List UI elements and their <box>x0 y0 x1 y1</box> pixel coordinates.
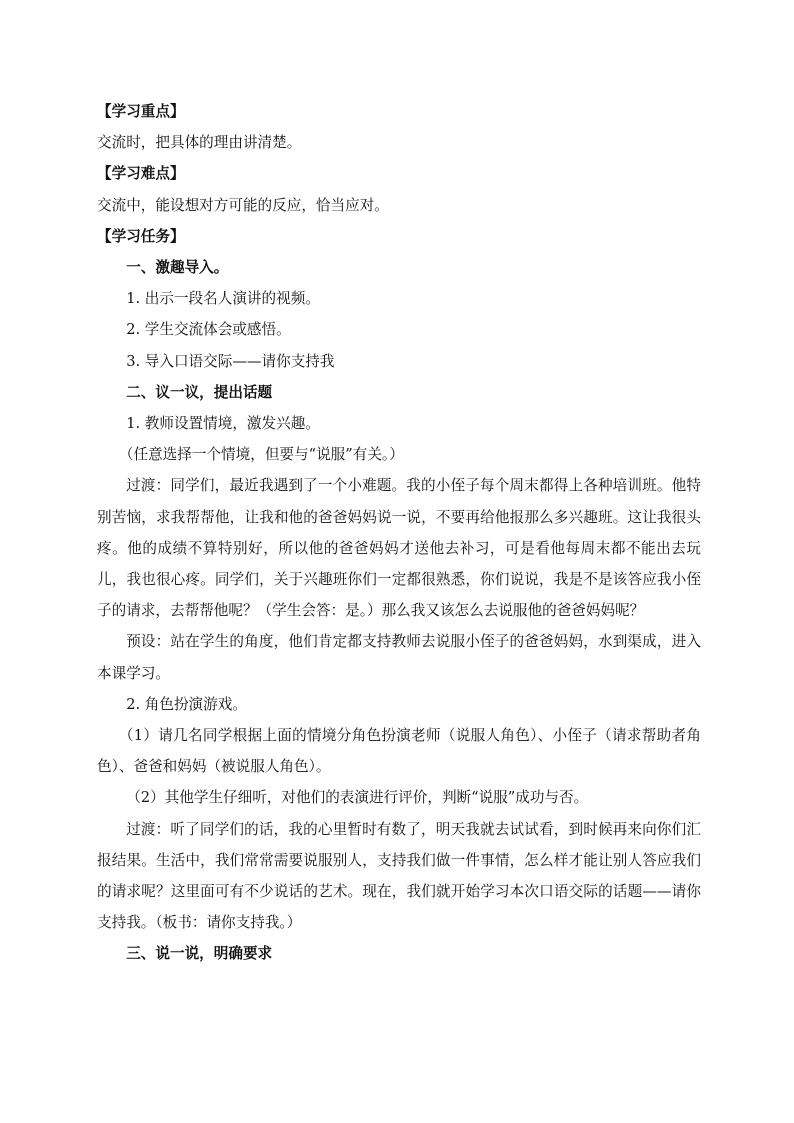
preset-paragraph: 预设：站在学生的角度，他们肯定都支持教师去说服小侄子的爸爸妈妈，水到渠成，进入本课学习。 <box>97 633 701 682</box>
section-3-title: 三、说一说，明确要求 <box>126 945 273 963</box>
roleplay-instruction-1: （1）请几名同学根据上面的情境分角色扮演老师（说服人角色）、小侄子（请求帮助者角色）、爸爸和妈妈（被说服人角色）。 <box>97 727 701 776</box>
difficulty-heading: 【学习难点】 <box>97 165 185 183</box>
transition-paragraph-1: 过渡：同学们，最近我遇到了一个小难题。我的小侄子每个周末都得上各种培训班。他特别苦恼，求我帮帮他，让我和他的爸爸妈妈说一说，不要再给他报那么多兴趣班。这让我很头疼。他的成绩不算特别好，所以他的爸爸妈妈才送他去补习，可是看他每周末都不能出去玩儿，我也很心疼。同学们，关于兴趣班你们一定都很熟悉，你们说说，我是不是该答应我小侄子的请求，去帮帮他呢？（学生会答：是。）那么我又该怎么去说服他的爸爸妈妈呢？ <box>97 477 701 620</box>
difficulty-text: 交流中，能设想对方可能的反应，恰当应对。 <box>97 196 389 214</box>
section-2-title: 二、议一议，提出话题 <box>126 383 273 401</box>
key-points-heading: 【学习重点】 <box>97 103 185 120</box>
section-1-item-3: 3. 导入口语交际——请你支持我 <box>126 352 335 370</box>
section-1-item-1: 1. 出示一段名人演讲的视频。 <box>126 290 320 308</box>
key-points-text: 交流时，把具体的理由讲清楚。 <box>97 134 302 152</box>
section-2-note: （任意选择一个情境，但要与“说服”有关。） <box>118 446 404 464</box>
section-1-item-2: 2. 学生交流体会或感悟。 <box>126 321 291 339</box>
tasks-heading: 【学习任务】 <box>97 227 185 245</box>
section-2-item-2: 2. 角色扮演游戏。 <box>126 695 247 713</box>
transition-paragraph-2: 过渡：听了同学们的话，我的心里暂时有数了，明天我就去试试看，到时候再来向你们汇报结果。生活中，我们常常需要说服别人，支持我们做一件事情，怎么样才能让别人答应我们的请求呢？这里面可有不少说话的艺术。现在，我们就开始学习本次口语交际的话题——请你支持我。（板书：请你支持我。） <box>97 820 701 932</box>
section-2-item-1: 1. 教师设置情境，激发兴趣。 <box>126 415 320 433</box>
document-body <box>97 96 701 970</box>
section-1-title: 一、激趣导入。 <box>126 259 229 277</box>
roleplay-instruction-2: （2）其他学生仔细听，对他们的表演进行评价，判断“说服”成功与否。 <box>126 789 589 807</box>
